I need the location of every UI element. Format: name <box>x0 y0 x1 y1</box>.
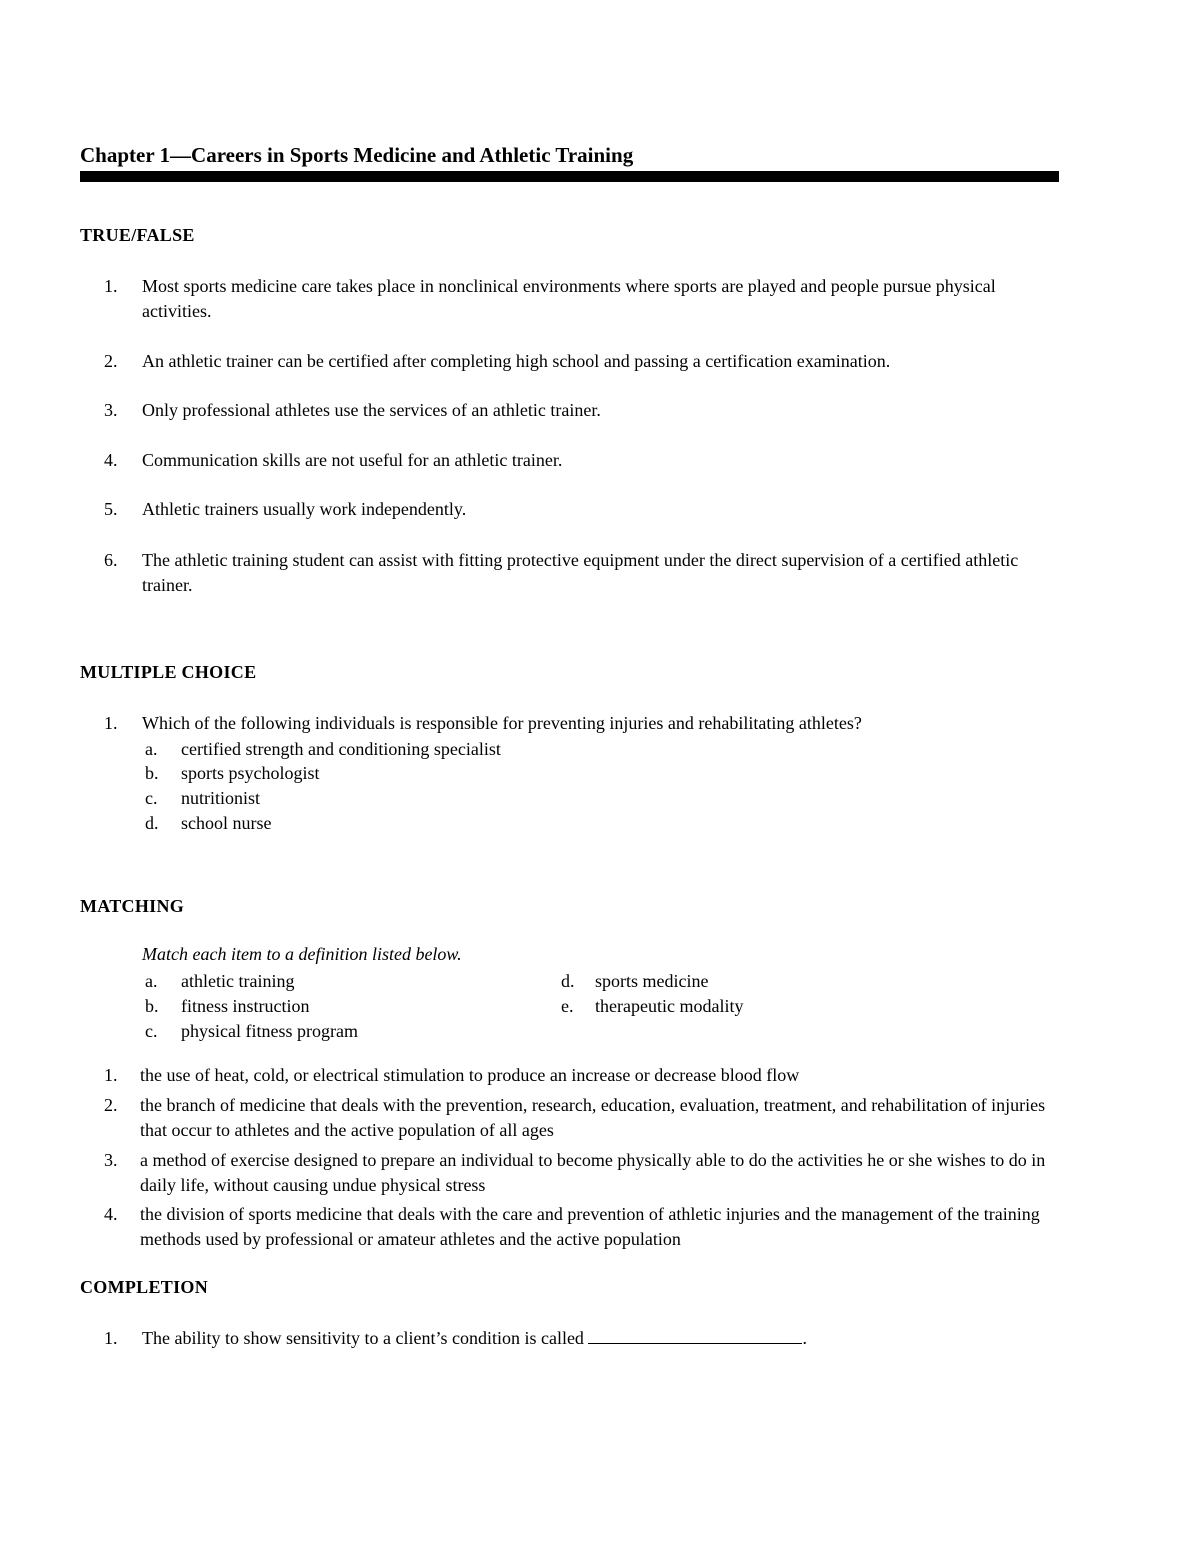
item-number: 1. <box>104 1328 118 1348</box>
item-text: Only professional athletes use the services of an athletic trainer. <box>142 400 601 420</box>
option-text: sports psychologist <box>181 763 320 783</box>
term-letter: a. <box>145 971 158 991</box>
item-number: 5. <box>104 499 118 519</box>
option-text: school nurse <box>181 813 272 833</box>
item-text: An athletic trainer can be certified after completing high school and passing a certification examination. <box>142 351 891 371</box>
item-number: 6. <box>104 550 118 570</box>
item-number: 1. <box>104 1065 118 1085</box>
item-text: Athletic trainers usually work independently. <box>142 499 467 519</box>
term-text: fitness instruction <box>181 996 310 1016</box>
item-text: Communication skills are not useful for an athletic trainer. <box>142 450 563 470</box>
option-letter: b. <box>145 763 159 783</box>
item-number: 2. <box>104 1095 118 1115</box>
item-number: 2. <box>104 351 118 371</box>
answer-blank <box>588 1326 802 1344</box>
completion-sentence <box>142 1326 1060 1351</box>
option-letter: d. <box>145 813 159 833</box>
option-letter: c. <box>145 788 158 808</box>
item-text: The athletic training student can assist with fitting protective equipment under the direct supervision of a certified athletic trainer. <box>142 550 1019 595</box>
sentence-end: . <box>802 1328 807 1348</box>
item-text: the division of sports medicine that deals with the care and prevention of athletic injuries and the management of the training methods used by professional or amateur athletes and the active population <box>140 1204 1040 1249</box>
option-text: certified strength and conditioning specialist <box>181 739 501 759</box>
item-text: a method of exercise designed to prepare an individual to become physically able to do the activities he or she wishes to do in daily life, without causing undue physical stress <box>140 1150 1046 1195</box>
term-letter: e. <box>561 996 574 1016</box>
item-number: 3. <box>104 1150 118 1170</box>
term-letter: b. <box>145 996 159 1016</box>
item-number: 4. <box>104 1204 118 1224</box>
section-heading-multiple-choice: MULTIPLE CHOICE <box>80 662 257 682</box>
term-letter: c. <box>145 1021 158 1041</box>
chapter-title: Chapter 1—Careers in Sports Medicine and Athletic Training <box>80 143 634 167</box>
item-number: 1. <box>104 713 118 733</box>
item-number: 4. <box>104 450 118 470</box>
item-number: 3. <box>104 400 118 420</box>
term-letter: d. <box>561 971 575 991</box>
term-text: athletic training <box>181 971 295 991</box>
item-text: the use of heat, cold, or electrical stimulation to produce an increase or decrease blood flow <box>140 1065 800 1085</box>
option-letter: a. <box>145 739 158 759</box>
item-number: 1. <box>104 276 118 296</box>
item-text: Most sports medicine care takes place in nonclinical environments where sports are played and people pursue physical activities. <box>142 276 996 321</box>
term-text: physical fitness program <box>181 1021 358 1041</box>
title-rule <box>80 171 1059 182</box>
section-heading-matching: MATCHING <box>80 896 185 916</box>
option-text: nutritionist <box>181 788 261 808</box>
item-text: the branch of medicine that deals with the prevention, research, education, evaluation, treatment, and rehabilitation of injuries that occur to athletes and the active population of all ages <box>140 1095 1046 1140</box>
matching-instruction: Match each item to a definition listed below. <box>142 944 462 964</box>
item-text: The ability to show sensitivity to a client’s condition is called <box>142 1328 584 1348</box>
term-text: therapeutic modality <box>595 996 744 1016</box>
item-text: Which of the following individuals is responsible for preventing injuries and rehabilitating athletes? <box>142 713 862 733</box>
section-heading-completion: COMPLETION <box>80 1277 209 1297</box>
section-heading-true-false: TRUE/FALSE <box>80 225 195 245</box>
term-text: sports medicine <box>595 971 709 991</box>
